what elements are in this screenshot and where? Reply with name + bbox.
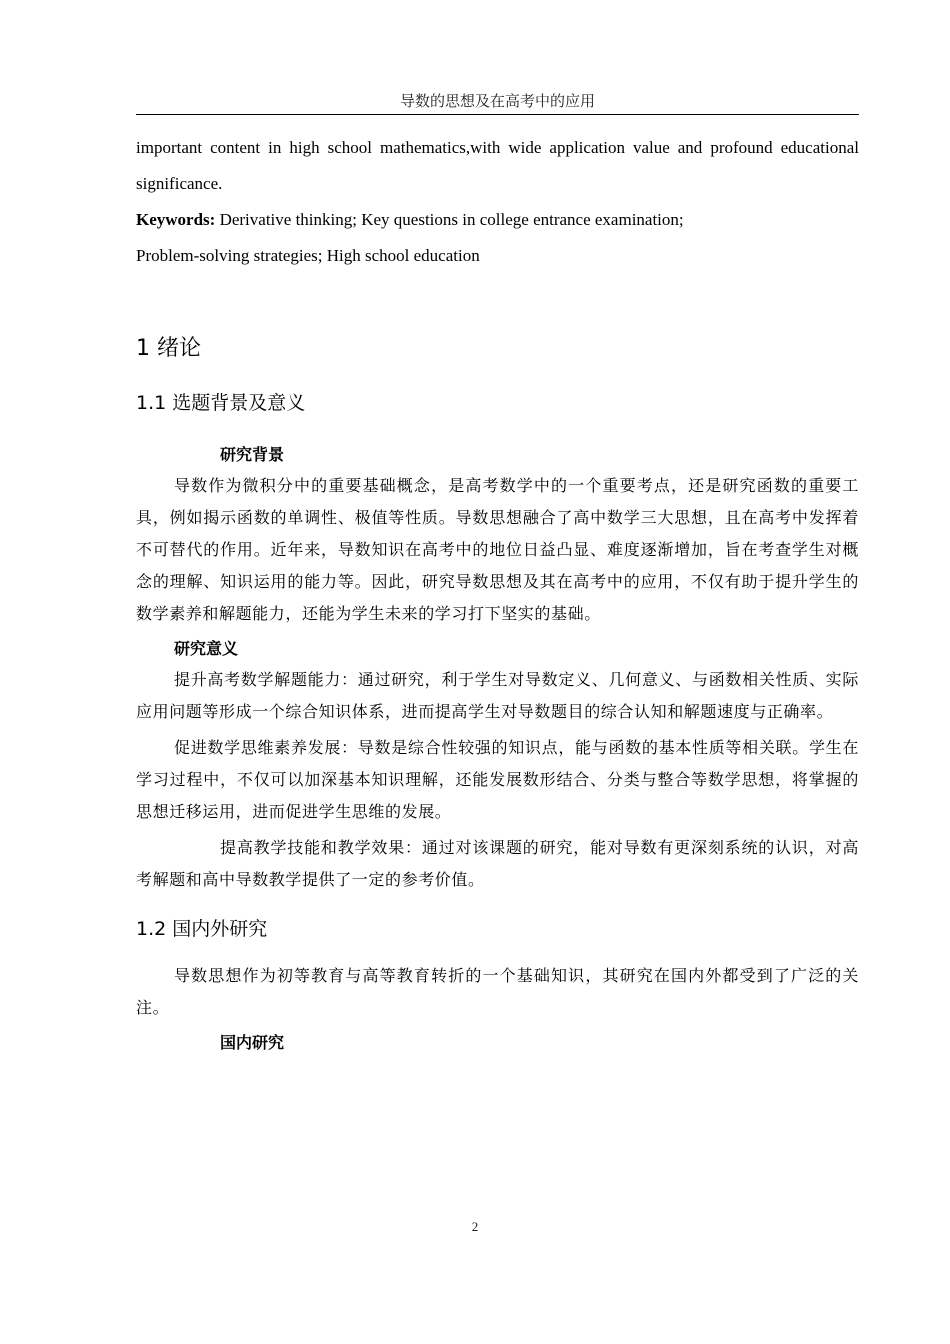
keywords-label: Keywords: (136, 210, 216, 229)
keywords-line (136, 202, 859, 238)
page-number: 2 (471, 1219, 479, 1234)
section-heading-1-2: 1.2 国内外研究 (136, 918, 268, 940)
page-body (136, 130, 859, 1058)
subheading-domestic: 国内研究 (220, 1033, 285, 1052)
significance-paragraph-2: 促进数学思维素养发展：导数是综合性较强的知识点，能与函数的基本性质等相关联。学生在学习过程中，不仅可以加深基本知识理解，还能发展数形结合、分类与整合等数学思想，将掌握的思想迁移运用，进而促进学生思维的发展。 (136, 738, 859, 821)
section-heading-1-1: 1.1 选题背景及意义 (136, 392, 306, 414)
chapter-heading: 1 绪论 (136, 336, 201, 361)
significance-paragraph-3: 提高教学技能和教学效果：通过对该课题的研究，能对导数有更深刻系统的认识，对高考解题和高中导数教学提供了一定的参考价值。 (136, 838, 859, 889)
keywords-text-2: Problem-solving strategies; High school education (136, 246, 480, 265)
subheading-background: 研究背景 (220, 445, 285, 464)
keywords-text-1: Derivative thinking; Key questions in college entrance examination; (215, 210, 684, 229)
running-header: 导数的思想及在高考中的应用 (136, 88, 859, 115)
subheading-significance: 研究意义 (174, 639, 239, 658)
background-paragraph: 导数作为微积分中的重要基础概念，是高考数学中的一个重要考点，还是研究函数的重要工具，例如揭示函数的单调性、极值等性质。导数思想融合了高中数学三大思想，且在高考中发挥着不可替代的作用。近年来，导数知识在高考中的地位日益凸显、难度逐渐增加，旨在考查学生对概念的理解、知识运用的能力等。因此，研究导数思想及其在高考中的应用，不仅有助于提升学生的数学素养和解题能力，还能为学生未来的学习打下坚实的基础。 (136, 476, 859, 623)
significance-paragraph-1: 提升高考数学解题能力：通过研究，利于学生对导数定义、几何意义、与函数相关性质、实际应用问题等形成一个综合知识体系，进而提高学生对导数题目的综合认知和解题速度与正确率。 (136, 670, 859, 721)
abstract-continuation: important content in high school mathematics,with wide application value and profound educational significance. (136, 138, 859, 193)
research-intro-paragraph: 导数思想作为初等教育与高等教育转折的一个基础知识，其研究在国内外都受到了广泛的关注。 (136, 966, 859, 1017)
